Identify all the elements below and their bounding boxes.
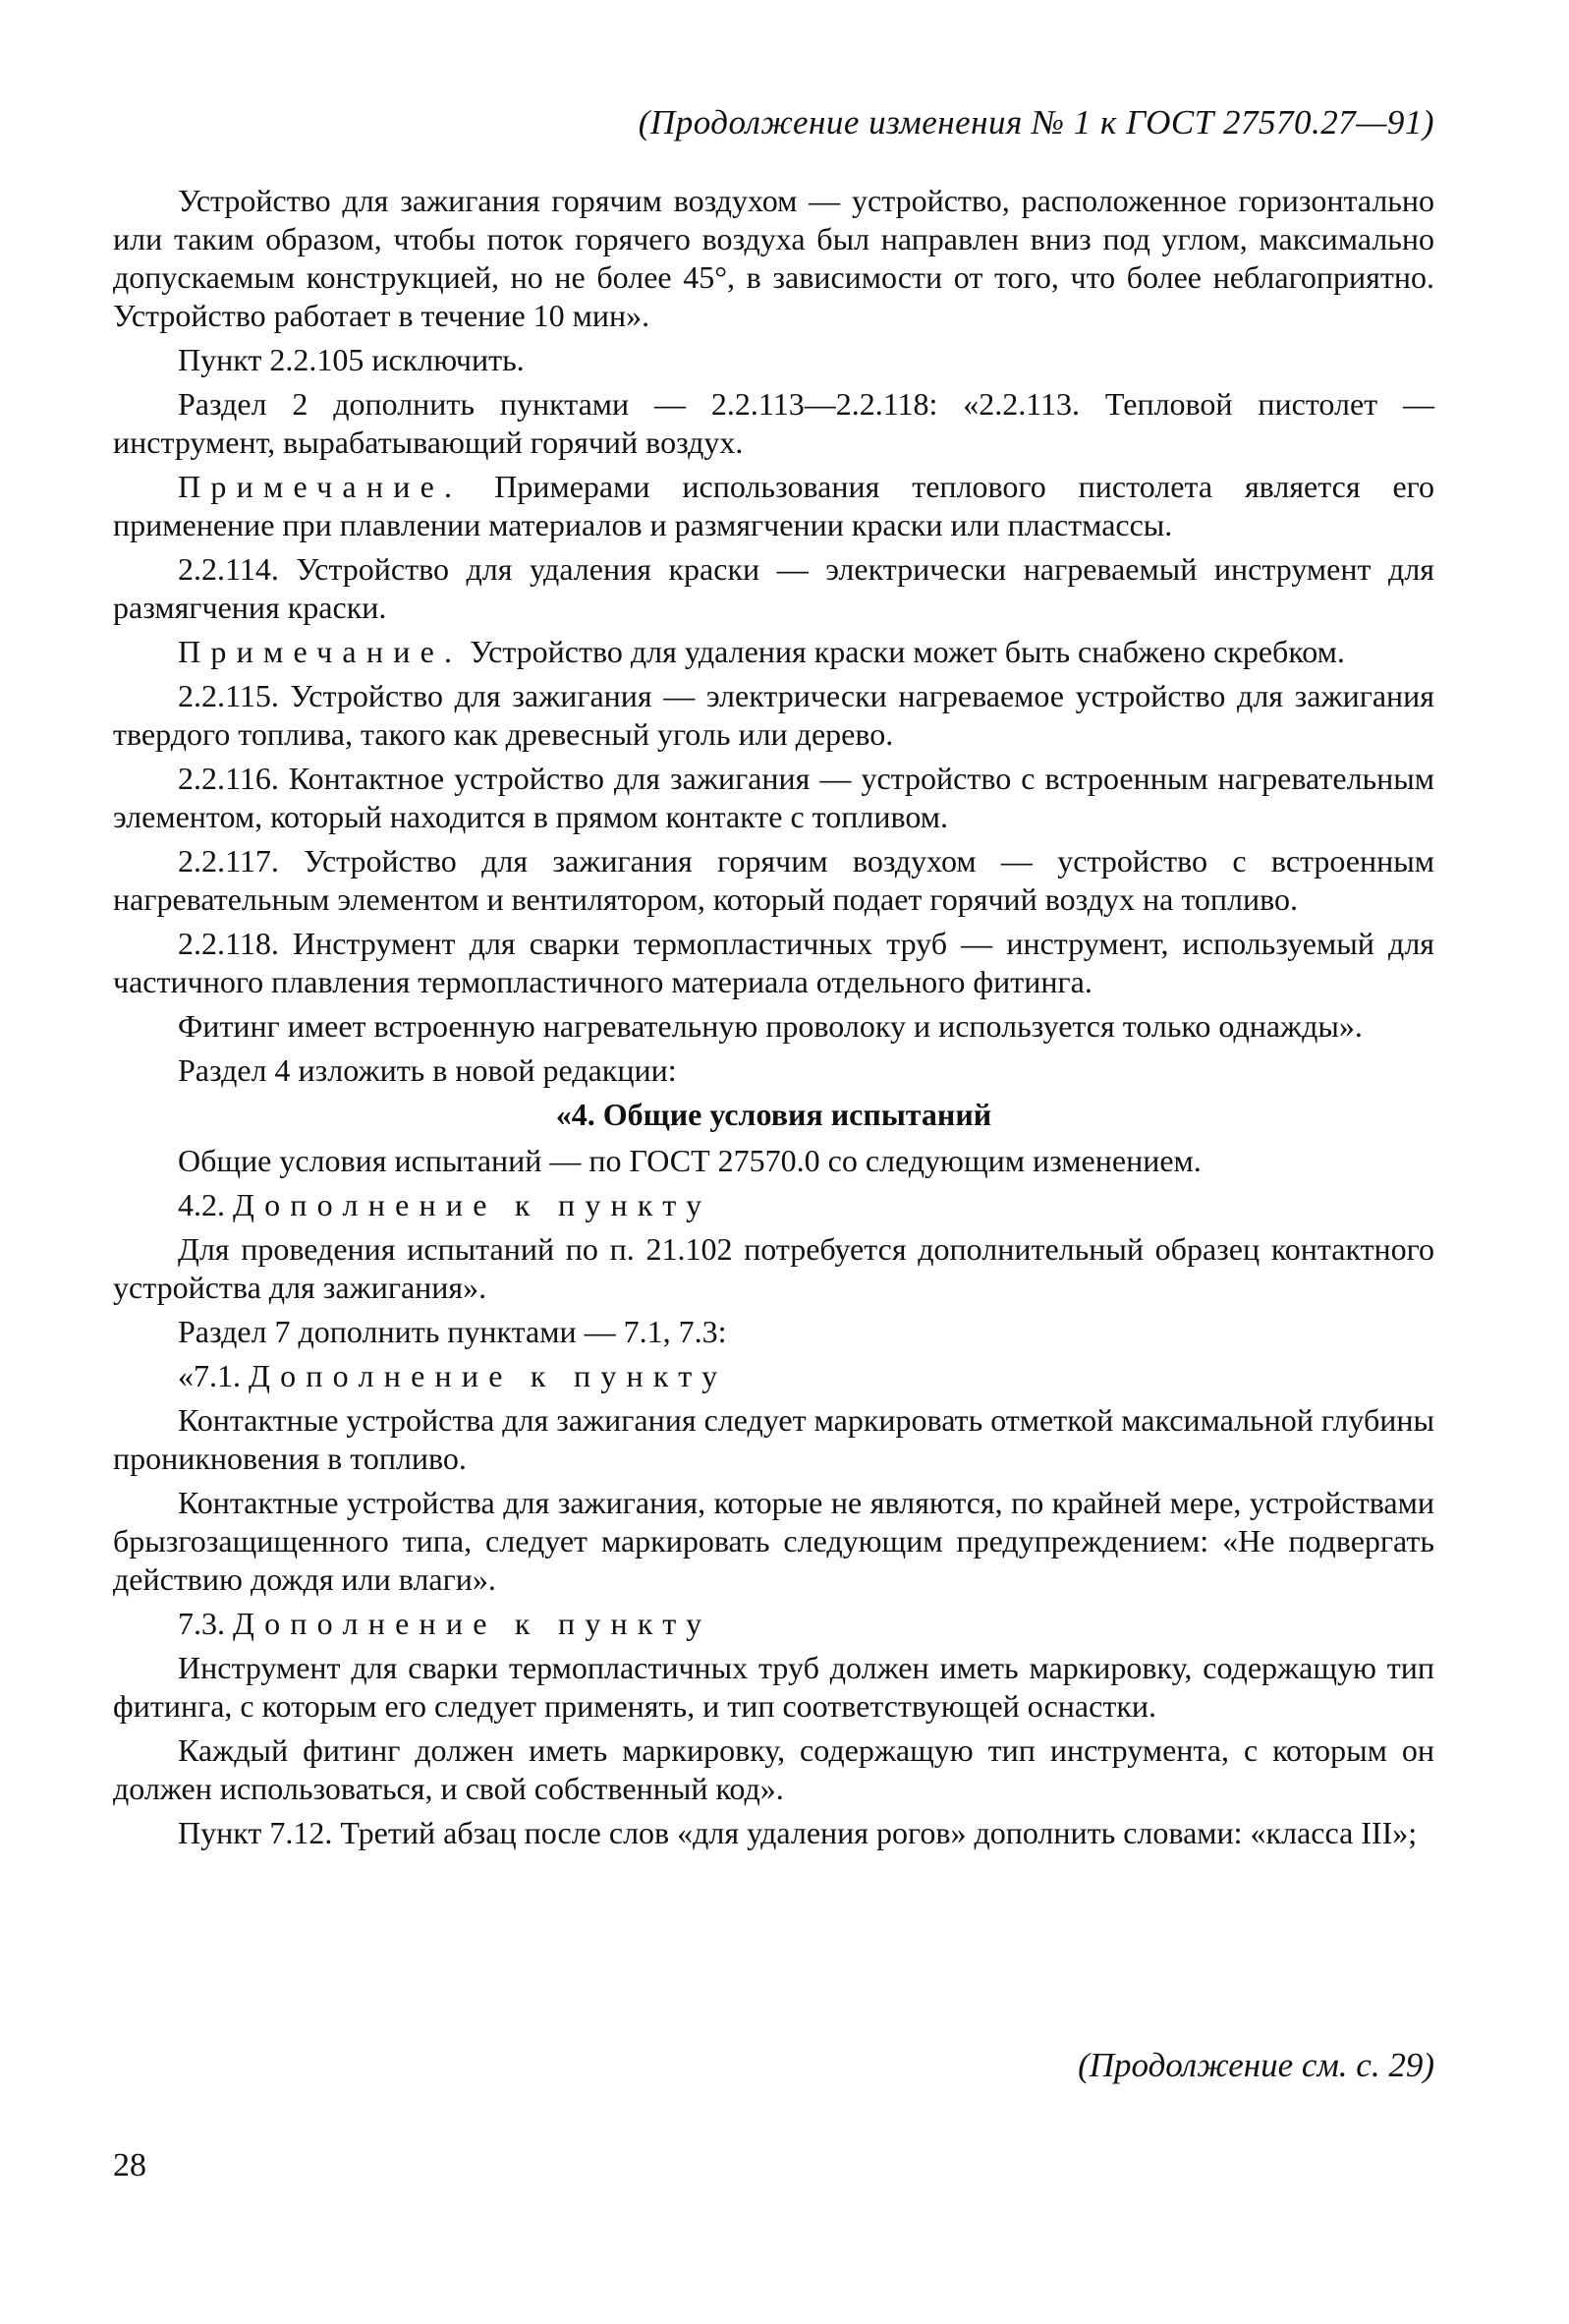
- clause-label: Дополнение к пункту: [233, 1187, 712, 1222]
- paragraph-test-sample: Для проведения испытаний по п. 21.102 потребуется дополнительный образец контактного устройства для зажигания».: [113, 1231, 1434, 1305]
- paragraph-marking-warning: Контактные устройства для зажигания, которые не являются, по крайней мере, устройствами брызгозащищенного типа, следует маркировать следующим предупреждением: «Не подвергать действию дождя или влаги».: [113, 1485, 1434, 1597]
- paragraph-fitting: Фитинг имеет встроенную нагревательную проволоку и используется только однажды».: [178, 1008, 1363, 1044]
- paragraph-2-2-115: 2.2.115. Устройство для зажигания — электрически нагреваемое устройство для зажигания твердого топлива, такого как древесный уголь или дерево.: [113, 678, 1434, 752]
- paragraph-general-conditions: Общие условия испытаний — по ГОСТ 27570.0 со следующим изменением.: [178, 1143, 1202, 1178]
- paragraph-hot-air-device: Устройство для зажигания горячим воздухом — устройство, расположенное горизонтально или таким образом, чтобы поток горячего воздуха был направлен вниз под углом, максимально допускаемым конструкцией, но не более 45°, в зависимости от того, что более неблагоприятно. Устройство работает в течение 10 мин».: [113, 183, 1434, 333]
- note-label: Примечание.: [178, 469, 463, 504]
- note-text: Примерами использования теплового пистолета является его применение при плавлении материалов и размягчении краски или пластмассы.: [113, 469, 1434, 542]
- paragraph-marking-depth: Контактные устройства для зажигания следует маркировать отметкой максимальной глубины проникновения в топливо.: [113, 1402, 1434, 1476]
- paragraph-2-2-117: 2.2.117. Устройство для зажигания горячим воздухом — устройство с встроенным нагревательным элементом и вентилятором, который подает горячий воздух на топливо.: [113, 843, 1434, 917]
- document-page: [113, 103, 1434, 1858]
- paragraph-7-3: [113, 1605, 1434, 1643]
- paragraph-section-2-additions: Раздел 2 дополнить пунктами — 2.2.113—2.2.118: «2.2.113. Тепловой пистолет — инструмент, вырабатывающий горячий воздух.: [113, 386, 1434, 460]
- paragraph-2-2-118: 2.2.118. Инструмент для сварки термопластичных труб — инструмент, используемый для частичного плавления термопластичного материала отдельного фитинга.: [113, 926, 1434, 999]
- paragraph-7-12: Пункт 7.12. Третий абзац после слов «для удаления рогов» дополнить словами: «класса III»;: [178, 1815, 1418, 1850]
- page-number: 28: [113, 2147, 146, 2183]
- continuation-header: (Продолжение изменения № 1 к ГОСТ 27570.27—91): [638, 103, 1434, 142]
- clause-label: Дополнение к пункту: [249, 1358, 728, 1393]
- note-label: Примечание.: [178, 634, 463, 669]
- clause-number: 4.2.: [178, 1187, 233, 1222]
- paragraph-4-2: [113, 1186, 1434, 1224]
- paragraph-delete-2-2-105: Пункт 2.2.105 исключить.: [178, 342, 525, 377]
- paragraph-2-2-114: 2.2.114. Устройство для удаления краски — электрически нагреваемый инструмент для размягчения краски.: [113, 551, 1434, 625]
- section-4-heading: «4. Общие условия испытаний: [555, 1097, 992, 1132]
- note-text: Устройство для удаления краски может быть снабжено скребком.: [462, 634, 1345, 669]
- paragraph-fitting-marking: Каждый фитинг должен иметь маркировку, содержащую тип инструмента, с которым он должен использоваться, и свой собственный код».: [113, 1732, 1434, 1806]
- paragraph-section-4-new: Раздел 4 изложить в новой редакции:: [178, 1052, 677, 1088]
- paragraph-2-2-116: 2.2.116. Контактное устройство для зажигания — устройство с встроенным нагревательным элементом, который находится в прямом контакте с топливом.: [113, 761, 1434, 834]
- clause-label: Дополнение к пункту: [233, 1606, 712, 1641]
- paragraph-7-1: [113, 1357, 1434, 1395]
- paragraph-welding-tool-marking: Инструмент для сварки термопластичных труб должен иметь маркировку, содержащую тип фитинга, с которым его следует применять, и тип соответствующей оснастки.: [113, 1650, 1434, 1724]
- continuation-footer: (Продолжение см. с. 29): [1078, 2046, 1434, 2084]
- note-paint-stripper: [113, 633, 1434, 671]
- clause-number: 7.3.: [178, 1606, 233, 1641]
- note-heat-gun: [113, 468, 1434, 544]
- paragraph-section-7-additions: Раздел 7 дополнить пунктами — 7.1, 7.3:: [178, 1314, 727, 1349]
- clause-number: «7.1.: [178, 1358, 249, 1393]
